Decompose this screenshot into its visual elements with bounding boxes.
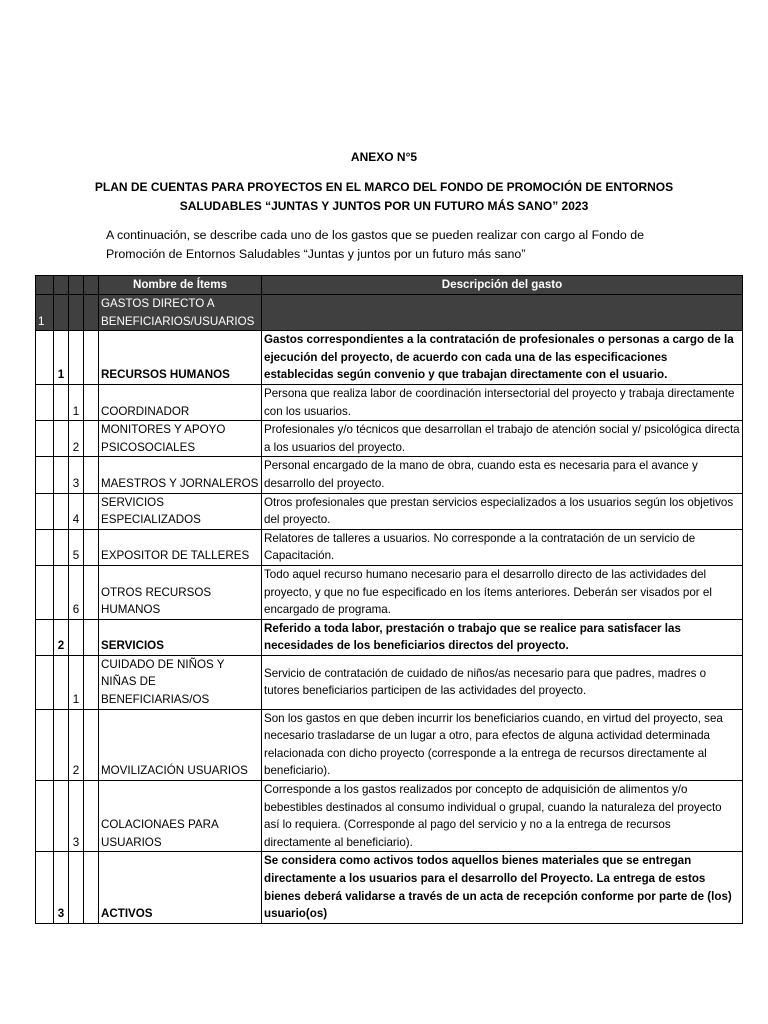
row-description: Corresponde a los gastos realizados por concepto de adquisición de alimentos y/o bebestibles destinados al consumo individual o grupal, cuando la naturaleza del proyecto así lo requiera. (Corresponde al pago del servicio y no a la entrega de recursos directamente al beneficiario). bbox=[262, 781, 743, 852]
header-items: Nombre de Ítems bbox=[99, 276, 262, 295]
title-line-2: SALUDABLES “JUNTAS Y JUNTOS POR UN FUTURO MÁS SANO” 2023 bbox=[179, 199, 589, 213]
row-description: Servicio de contratación de cuidado de niños/as necesario para que padres, madres o tutores beneficiarios participen de las actividades del proyecto. bbox=[262, 655, 743, 709]
row-col-4 bbox=[84, 852, 99, 923]
row-item-name: MAESTROS Y JORNALEROS bbox=[99, 457, 262, 493]
row-col-1 bbox=[36, 852, 54, 923]
table-row bbox=[36, 384, 743, 420]
row-col-4 bbox=[84, 565, 99, 619]
row-description: Profesionales y/o técnicos que desarrollan el trabajo de atención social y/ psicológica directa a los usuarios del proyecto. bbox=[262, 421, 743, 457]
row-col-4 bbox=[84, 331, 99, 385]
section-name: GASTOS DIRECTO A BENEFICIARIOS/USUARIOS bbox=[99, 295, 262, 331]
section-number: 1 bbox=[36, 295, 54, 331]
row-subaccount-number: 4 bbox=[69, 493, 84, 529]
row-subaccount-number bbox=[69, 331, 84, 385]
row-description: Personal encargado de la mano de obra, cuando esta es necesaria para el avance y desarrollo del proyecto. bbox=[262, 457, 743, 493]
document-title bbox=[60, 178, 708, 216]
row-col-4 bbox=[84, 457, 99, 493]
row-subaccount-number: 2 bbox=[69, 709, 84, 780]
row-item-name: MOVILIZACIÓN USUARIOS bbox=[99, 709, 262, 780]
table-row bbox=[36, 781, 743, 852]
table-row bbox=[36, 493, 743, 529]
row-subaccount-number: 6 bbox=[69, 565, 84, 619]
table-row bbox=[36, 619, 743, 655]
header-blank-3 bbox=[69, 276, 84, 295]
row-col-1 bbox=[36, 493, 54, 529]
row-col-1 bbox=[36, 529, 54, 565]
row-col-4 bbox=[84, 709, 99, 780]
row-subaccount-number: 1 bbox=[69, 655, 84, 709]
row-account-number: 1 bbox=[54, 331, 69, 385]
row-subaccount-number bbox=[69, 852, 84, 923]
row-subaccount-number: 2 bbox=[69, 421, 84, 457]
row-item-name: MONITORES Y APOYO PSICOSOCIALES bbox=[99, 421, 262, 457]
row-col-4 bbox=[84, 655, 99, 709]
row-description: Otros profesionales que prestan servicios especializados a los usuarios según los objetivos del proyecto. bbox=[262, 493, 743, 529]
row-account-number bbox=[54, 493, 69, 529]
row-account-number bbox=[54, 709, 69, 780]
row-item-name: CUIDADO DE NIÑOS Y NIÑAS DE BENEFICIARIAS/OS bbox=[99, 655, 262, 709]
table-row bbox=[36, 421, 743, 457]
row-subaccount-number: 3 bbox=[69, 457, 84, 493]
row-col-1 bbox=[36, 565, 54, 619]
row-description: Todo aquel recurso humano necesario para el desarrollo directo de las actividades del proyecto, y que no fue especificado en los ítems anteriores. Deberán ser visados por el encargado de programa. bbox=[262, 565, 743, 619]
row-item-name: ACTIVOS bbox=[99, 852, 262, 923]
row-description: Relatores de talleres a usuarios. No corresponde a la contratación de un servicio de Capacitación. bbox=[262, 529, 743, 565]
row-col-1 bbox=[36, 781, 54, 852]
row-col-4 bbox=[84, 781, 99, 852]
row-account-number bbox=[54, 529, 69, 565]
row-col-4 bbox=[84, 421, 99, 457]
header-blank-4 bbox=[84, 276, 99, 295]
intro-paragraph: A continuación, se describe cada uno de los gastos que se pueden realizar con cargo al Fondo de Promoción de Entornos Saludables “Juntas y juntos por un futuro más sano” bbox=[106, 228, 644, 261]
table-row bbox=[36, 331, 743, 385]
row-description: Se considera como activos todos aquellos bienes materiales que se entregan directamente a los usuarios para el desarrollo del Proyecto. La entrega de estos bienes deberá validarse a través de un acta de recepción conforme por parte de (los) usuario(os) bbox=[262, 852, 743, 923]
row-item-name: COLACIONAES PARA USUARIOS bbox=[99, 781, 262, 852]
row-account-number bbox=[54, 421, 69, 457]
table-row bbox=[36, 565, 743, 619]
row-item-name: SERVICIOS bbox=[99, 619, 262, 655]
row-col-1 bbox=[36, 619, 54, 655]
row-account-number bbox=[54, 457, 69, 493]
row-item-name: OTROS RECURSOS HUMANOS bbox=[99, 565, 262, 619]
table-row bbox=[36, 655, 743, 709]
header-blank-2 bbox=[54, 276, 69, 295]
annex-number: ANEXO N°5 bbox=[350, 150, 418, 164]
row-description: Son los gastos en que deben incurrir los beneficiarios cuando, en virtud del proyecto, sea necesario trasladarse de un lugar a otro, para efectos de alguna actividad determinada relacionada con dicho proyecto (corresponde a la entrega de recursos directamente al beneficiario). bbox=[262, 709, 743, 780]
row-account-number bbox=[54, 655, 69, 709]
row-item-name: COORDINADOR bbox=[99, 384, 262, 420]
row-item-name: RECURSOS HUMANOS bbox=[99, 331, 262, 385]
row-col-4 bbox=[84, 529, 99, 565]
row-col-1 bbox=[36, 709, 54, 780]
row-account-number: 3 bbox=[54, 852, 69, 923]
row-subaccount-number: 1 bbox=[69, 384, 84, 420]
row-description: Gastos correspondientes a la contratación de profesionales o personas a cargo de la ejecución del proyecto, de acuerdo con cada una de las especificaciones establecidas según convenio y que trabajan directamente con el usuario. bbox=[262, 331, 743, 385]
table-row bbox=[36, 457, 743, 493]
title-line-1: PLAN DE CUENTAS PARA PROYECTOS EN EL MARCO DEL FONDO DE PROMOCIÓN DE ENTORNOS bbox=[94, 180, 674, 194]
row-item-name: EXPOSITOR DE TALLERES bbox=[99, 529, 262, 565]
section-description bbox=[262, 295, 743, 331]
section-blank bbox=[69, 295, 84, 331]
row-col-1 bbox=[36, 384, 54, 420]
section-blank bbox=[84, 295, 99, 331]
row-account-number bbox=[54, 781, 69, 852]
header-description: Descripción del gasto bbox=[262, 276, 743, 295]
row-col-1 bbox=[36, 331, 54, 385]
row-account-number bbox=[54, 384, 69, 420]
table-row bbox=[36, 852, 743, 923]
row-col-1 bbox=[36, 655, 54, 709]
accounts-table bbox=[35, 275, 743, 924]
row-description: Persona que realiza labor de coordinación intersectorial del proyecto y trabaja directamente con los usuarios. bbox=[262, 384, 743, 420]
row-account-number: 2 bbox=[54, 619, 69, 655]
section-row bbox=[36, 295, 743, 331]
row-account-number bbox=[54, 565, 69, 619]
row-subaccount-number: 3 bbox=[69, 781, 84, 852]
row-col-4 bbox=[84, 619, 99, 655]
table-header-row bbox=[36, 276, 743, 295]
section-blank bbox=[54, 295, 69, 331]
row-description: Referido a toda labor, prestación o trabajo que se realice para satisfacer las necesidades de los beneficiarios directos del proyecto. bbox=[262, 619, 743, 655]
table-row bbox=[36, 529, 743, 565]
row-item-name: SERVICIOS ESPECIALIZADOS bbox=[99, 493, 262, 529]
row-subaccount-number: 5 bbox=[69, 529, 84, 565]
row-col-1 bbox=[36, 457, 54, 493]
row-subaccount-number bbox=[69, 619, 84, 655]
row-col-4 bbox=[84, 493, 99, 529]
header-blank-1 bbox=[36, 276, 54, 295]
row-col-4 bbox=[84, 384, 99, 420]
row-col-1 bbox=[36, 421, 54, 457]
table-row bbox=[36, 709, 743, 780]
